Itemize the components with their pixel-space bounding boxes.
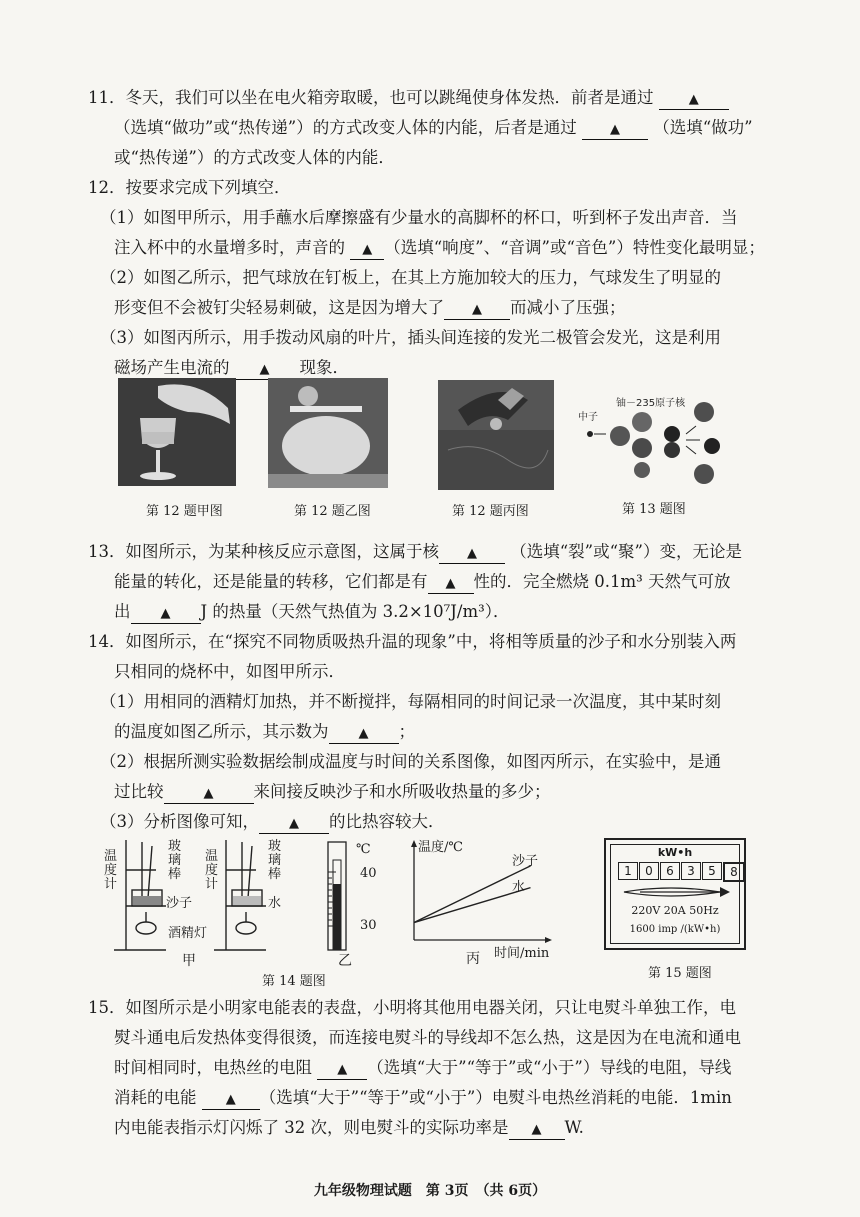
fig14-caption: 第 14 题图 <box>262 974 326 989</box>
answer-blank[interactable]: ▲ <box>131 603 201 624</box>
answer-blank[interactable]: ▲ <box>659 89 729 110</box>
fig13-caption: 第 13 题图 <box>622 502 686 517</box>
q12-line5: 形变但不会被钉尖轻易刺破，这是因为增大了 ▲ 而减小了压强； <box>114 296 626 320</box>
thermometer-label-right: 温度计 <box>205 849 219 892</box>
q15-line5: 内电能表指示灯闪烁了 32 次，则电熨斗的实际功率是 ▲ W. <box>114 1116 584 1140</box>
answer-blank[interactable]: ▲ <box>444 299 510 320</box>
q11-line3: 或“热传递”）的方式改变人体的内能． <box>114 148 395 167</box>
meter-digit: 8 <box>723 862 745 882</box>
q14-line1: 14．如图所示，在“探究不同物质吸热升温的现象”中，将相等质量的沙子和水分别装入两 <box>88 632 737 651</box>
q14-line5: （2）根据所测实验数据绘制成温度与时间的关系图像，如图丙所示，在实验中，是通 <box>100 752 721 771</box>
series-label-sand: 沙子 <box>512 854 539 869</box>
water-label: 水 <box>268 896 282 911</box>
fig12a-caption: 第 12 题甲图 <box>146 504 223 519</box>
meter-imp: 1600 imp /(kW•h) <box>629 924 721 935</box>
fig15-caption: 第 15 题图 <box>648 966 712 981</box>
thermometer-label-left: 温度计 <box>104 849 118 892</box>
q14-line6: 过比较 ▲ 来间接反映沙子和水所吸收热量的多少； <box>114 780 551 804</box>
balloon-nailboard-photo <box>268 378 388 488</box>
meter-digit: 5 <box>702 862 722 880</box>
answer-blank[interactable]: ▲ <box>428 573 474 594</box>
rod-label-left: 玻璃棒 <box>168 839 182 882</box>
q15-line3: 时间相同时，电热丝的电阻 ▲ （选填“大于”“等于”或“小于”）导线的电阻，导线 <box>114 1056 731 1080</box>
meter-digit: 6 <box>660 862 680 880</box>
fig14-yi-label: 乙 <box>338 953 352 969</box>
q12-line3: 注入杯中的水量增多时，声音的 ▲ （选填“响度”、“音调”或“音色”）特性变化最明显； <box>114 236 765 260</box>
fig12b-caption: 第 12 题乙图 <box>294 504 371 519</box>
fan-led-photo <box>438 380 554 490</box>
u235-label: 铀－235原子核 <box>616 398 686 409</box>
q11-line2: （选填“做功”或“热传递”）的方式改变人体的内能，后者是通过 ▲ （选填“做功” <box>114 116 753 140</box>
sand-label: 沙子 <box>166 896 193 911</box>
q14-line7: （3）分析图像可知， ▲ 的比热容较大． <box>100 810 445 834</box>
fig14-bing-label: 丙 <box>466 951 480 967</box>
answer-blank[interactable]: ▲ <box>317 1059 367 1080</box>
meter-spec: 220V 20A 50Hz <box>631 904 719 917</box>
chart-xlabel: 时间/min <box>494 946 550 961</box>
meter-arrow-icon <box>620 884 734 900</box>
answer-blank[interactable]: ▲ <box>259 813 329 834</box>
q13-line3: 出 ▲ J 的热量（天然气热值为 3.2×10⁷J/m³）． <box>114 600 509 624</box>
tick-30: 30 <box>360 918 377 933</box>
rod-label-right: 玻璃棒 <box>268 839 282 882</box>
page-footer: 九年级物理试题 第 3页 （共 6页） <box>313 1183 547 1199</box>
q15-line2: 熨斗通电后发热体变得很烫，而连接电熨斗的导线却不怎么热，这是因为在电流和通电 <box>114 1028 741 1047</box>
q15-line1: 15．如图所示是小明家电能表的表盘，小明将其他用电器关闭，只让电熨斗单独工作，电 <box>88 998 736 1017</box>
q14-line4: 的温度如图乙所示，其示数为 ▲ ； <box>114 720 415 744</box>
series-label-water: 水 <box>512 880 526 895</box>
answer-blank[interactable]: ▲ <box>164 783 254 804</box>
meter-digit: 0 <box>639 862 659 880</box>
answer-blank[interactable]: ▲ <box>230 359 300 380</box>
fig14-thermometer <box>318 840 378 960</box>
answer-blank[interactable]: ▲ <box>582 119 648 140</box>
q14-line3: （1）用相同的酒精灯加热，并不断搅拌，每隔相同的时间记录一次温度，其中某时刻 <box>100 692 721 711</box>
thermometer-unit: ℃ <box>356 842 371 857</box>
q13-line1: 13．如图所示，为某种核反应示意图，这属于核 ▲ （选填“裂”或“聚”）变，无论是 <box>88 540 742 564</box>
answer-blank[interactable]: ▲ <box>509 1119 565 1140</box>
chart-ylabel: 温度/℃ <box>418 840 463 855</box>
fission-diagram <box>576 394 726 494</box>
answer-blank[interactable]: ▲ <box>329 723 399 744</box>
q12-line4: （2）如图乙所示，把气球放在钉板上，在其上方施加较大的压力，气球发生了明显的 <box>100 268 721 287</box>
q13-line2: 能量的转化，还是能量的转移，它们都是有 ▲ 性的．完全燃烧 0.1m³ 天然气可放 <box>114 570 731 594</box>
q15-line4: 消耗的电能 ▲ （选填“大于”“等于”或“小于”）电熨斗电热丝消耗的电能．1min <box>114 1086 732 1110</box>
tick-40: 40 <box>360 866 377 881</box>
meter-digit: 1 <box>618 862 638 880</box>
meter-unit: kW•h <box>657 846 693 859</box>
meter-digits <box>618 862 746 880</box>
q12-line1: 12．按要求完成下列填空． <box>88 178 291 197</box>
q11-line1: 11．冬天，我们可以坐在电火箱旁取暖，也可以跳绳使身体发热．前者是通过 ▲ <box>88 86 729 110</box>
q14-line2: 只相同的烧杯中，如图甲所示． <box>114 662 345 681</box>
goblet-photo <box>118 378 236 486</box>
neutron-label: 中子 <box>578 412 598 423</box>
electricity-meter <box>604 838 746 950</box>
answer-blank[interactable]: ▲ <box>439 543 505 564</box>
fig14-jia-label: 甲 <box>182 953 196 969</box>
fig12c-caption: 第 12 题丙图 <box>452 504 529 519</box>
answer-blank[interactable]: ▲ <box>350 239 384 260</box>
meter-digit: 3 <box>681 862 701 880</box>
lamp-label: 酒精灯 <box>168 926 208 941</box>
q12-line7: 磁场产生电流的 ▲ 现象． <box>114 356 349 380</box>
q12-line6: （3）如图丙所示，用手拨动风扇的叶片，插头间连接的发光二极管会发光，这是利用 <box>100 328 721 347</box>
q12-line2: （1）如图甲所示，用手蘸水后摩擦盛有少量水的高脚杯的杯口，听到杯子发出声音．当 <box>100 208 738 227</box>
answer-blank[interactable]: ▲ <box>202 1089 260 1110</box>
